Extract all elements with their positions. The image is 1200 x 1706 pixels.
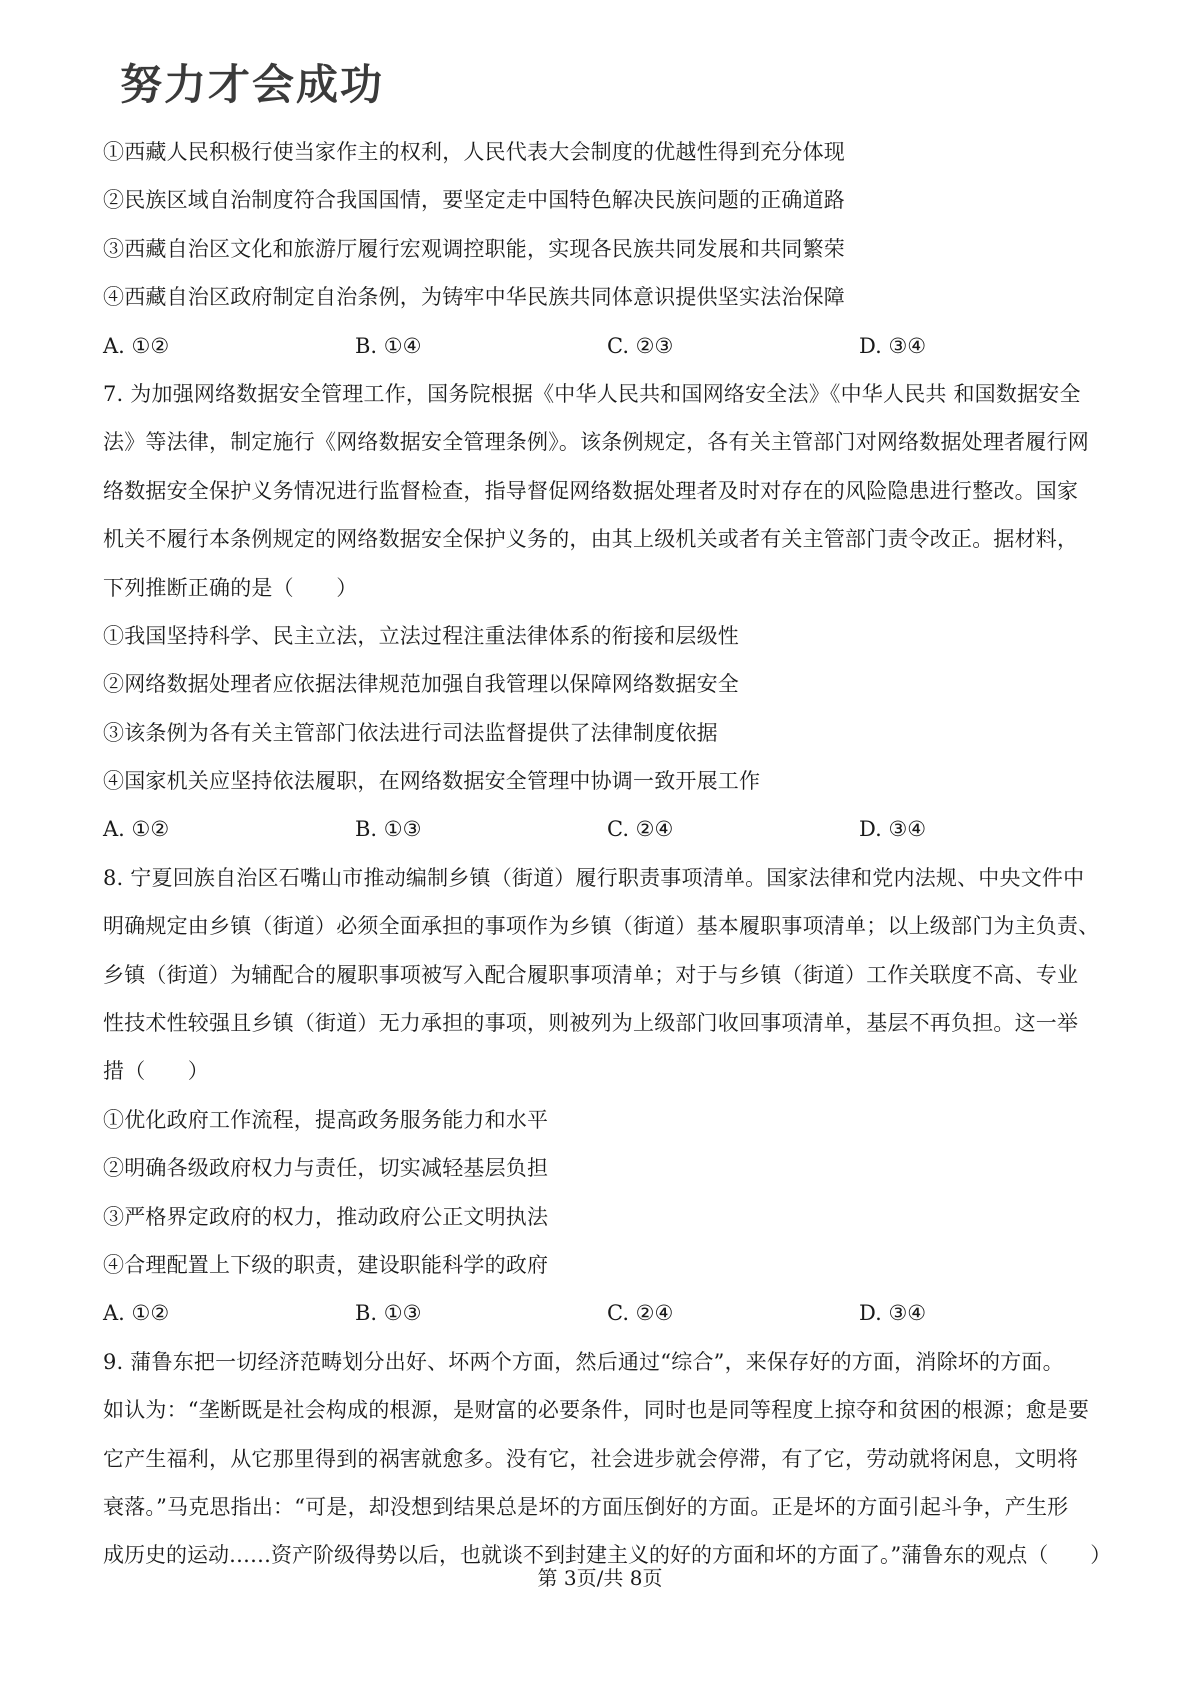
page-content (103, 128, 1113, 1580)
q7-stem-line-3: 络数据安全保护义务情况进行监督检查，指导督促网络数据处理者及时对存在的风险隐患进行整改。国家 (103, 478, 1079, 503)
q8-stem-line-2: 明确规定由乡镇（街道）必须全面承担的事项作为乡镇（街道）基本履职事项清单；以上级部门为主负责、 (103, 914, 1100, 939)
q7-options (103, 805, 1113, 853)
page-number-footer: 第 3页/共 8页 (537, 1566, 663, 1590)
q7-option-b: B. ①③ (355, 817, 422, 842)
q6-option-b: B. ①④ (355, 333, 422, 358)
q7-option-a: A. ①② (103, 817, 170, 842)
q8-stem-line-4: 性技术性较强且乡镇（街道）无力承担的事项，则被列为上级部门收回事项清单，基层不再负担。这一举 (103, 1011, 1079, 1036)
q6-option-c: C. ②③ (607, 333, 674, 358)
q7-option-d: D. ③④ (859, 817, 927, 842)
q7-stem-line-2: 法》等法律，制定施行《网络数据安全管理条例》。该条例规定，各有关主管部门对网络数据处理者履行网 (103, 430, 1089, 455)
q9-stem-line-3: 它产生福利，从它那里得到的祸害就愈多。没有它，社会进步就会停滞，有了它，劳动就将闲息，文明将 (103, 1446, 1079, 1471)
q9-stem-line-1: 9. 蒲鲁东把一切经济范畴划分出好、坏两个方面，然后通过“综合”，来保存好的方面，消除坏的方面。 (103, 1349, 1064, 1374)
q8-stem-line-5: 措（ ） (103, 1059, 209, 1084)
q8-options (103, 1289, 1113, 1337)
q8-statement-4: ④合理配置上下级的职责，建设职能科学的政府 (103, 1252, 549, 1277)
q8-stem-line-1: 8. 宁夏回族自治区石嘴山市推动编制乡镇（街道）履行职责事项清单。国家法律和党内法规、中央文件中 (103, 865, 1085, 890)
q8-option-d: D. ③④ (859, 1301, 927, 1326)
q8-option-b: B. ①③ (355, 1301, 422, 1326)
q7-statement-3: ③该条例为各有关主管部门依法进行司法监督提供了法律制度依据 (103, 720, 718, 745)
q9-stem-line-5: 成历史的运动……资产阶级得势以后，也就谈不到封建主义的好的方面和坏的方面了。”蒲鲁东的观点（ ） (103, 1543, 1112, 1568)
q8-statement-2: ②明确各级政府权力与责任，切实减轻基层负担 (103, 1156, 549, 1181)
q6-statement-4: ④西藏自治区政府制定自治条例，为铸牢中华民族共同体意识提供坚实法治保障 (103, 285, 845, 310)
q7-option-c: C. ②④ (607, 817, 674, 842)
q8-statement-1: ①优化政府工作流程，提高政务服务能力和水平 (103, 1107, 549, 1132)
q9-stem-line-4: 衰落。”马克思指出：“可是，却没想到结果总是坏的方面压倒好的方面。正是坏的方面引起斗争，产生形 (103, 1494, 1069, 1519)
q7-statement-4: ④国家机关应坚持依法履职，在网络数据安全管理中协调一致开展工作 (103, 769, 761, 794)
q8-option-c: C. ②④ (607, 1301, 674, 1326)
q7-stem-line-4: 机关不履行本条例规定的网络数据安全保护义务的，由其上级机关或者有关主管部门责令改正。据材料， (103, 527, 1079, 552)
q8-statement-3: ③严格界定政府的权力，推动政府公正文明执法 (103, 1204, 549, 1229)
q6-statement-1: ①西藏人民积极行使当家作主的权利，人民代表大会制度的优越性得到充分体现 (103, 140, 845, 164)
q7-stem-line-1: 7. 为加强网络数据安全管理工作，国务院根据《中华人民共和国网络安全法》《中华人民共 和国数据安全 (103, 381, 1081, 406)
q7-statement-1: ①我国坚持科学、民主立法，立法过程注重法律体系的衔接和层级性 (103, 623, 739, 648)
q7-stem-line-5: 下列推断正确的是（ ） (103, 575, 358, 600)
q6-options (103, 322, 1113, 370)
q8-option-a: A. ①② (103, 1301, 170, 1326)
q6-option-d: D. ③④ (859, 333, 927, 358)
q6-statement-3: ③西藏自治区文化和旅游厅履行宏观调控职能，实现各民族共同发展和共同繁荣 (103, 236, 845, 261)
q7-statement-2: ②网络数据处理者应依据法律规范加强自我管理以保障网络数据安全 (103, 672, 739, 697)
q6-option-a: A. ①② (103, 333, 170, 358)
q9-stem-line-2: 如认为：“垄断既是社会构成的根源，是财富的必要条件，同时也是同等程度上掠夺和贫困的根源；愈是要 (103, 1398, 1090, 1423)
q8-stem-line-3: 乡镇（街道）为辅配合的履职事项被写入配合履职事项清单；对于与乡镇（街道）工作关联度不高、专业 (103, 962, 1079, 987)
q6-statement-2: ②民族区域自治制度符合我国国情，要坚定走中国特色解决民族问题的正确道路 (103, 188, 845, 213)
watermark-text: 努力才会成功 (120, 60, 385, 109)
